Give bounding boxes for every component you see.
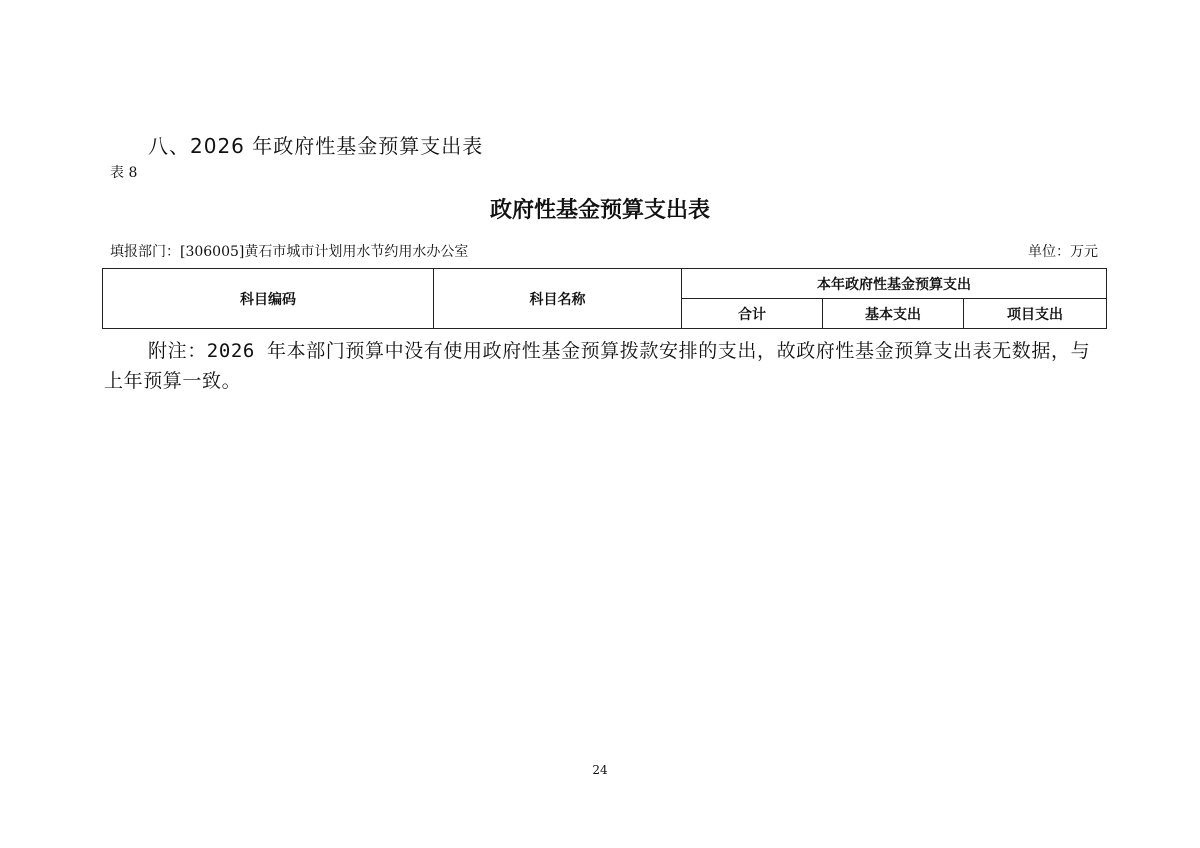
header-group-expenditure: 本年政府性基金预算支出 [682,269,1107,299]
page-number: 24 [592,763,608,777]
table-header-row [103,269,1107,299]
header-basic-expenditure: 基本支出 [823,299,964,329]
table-label: 表 8 [110,165,138,181]
header-project-expenditure: 项目支出 [964,299,1107,329]
header-subject-name: 科目名称 [434,269,682,329]
unit-label: 单位：万元 [1028,244,1098,260]
note-paragraph: 附注：2026 年本部门预算中没有使用政府性基金预算拨款安排的支出，故政府性基金预算支出表无数据，与上年预算一致。 [104,340,1091,392]
table-title: 政府性基金预算支出表 [489,198,710,223]
header-total: 合计 [682,299,823,329]
section-heading: 八、2026 年政府性基金预算支出表 [148,134,484,158]
department-label: 填报部门：[306005]黄石市城市计划用水节约用水办公室 [110,244,469,260]
budget-table [102,268,1107,329]
header-subject-code: 科目编码 [103,269,434,329]
